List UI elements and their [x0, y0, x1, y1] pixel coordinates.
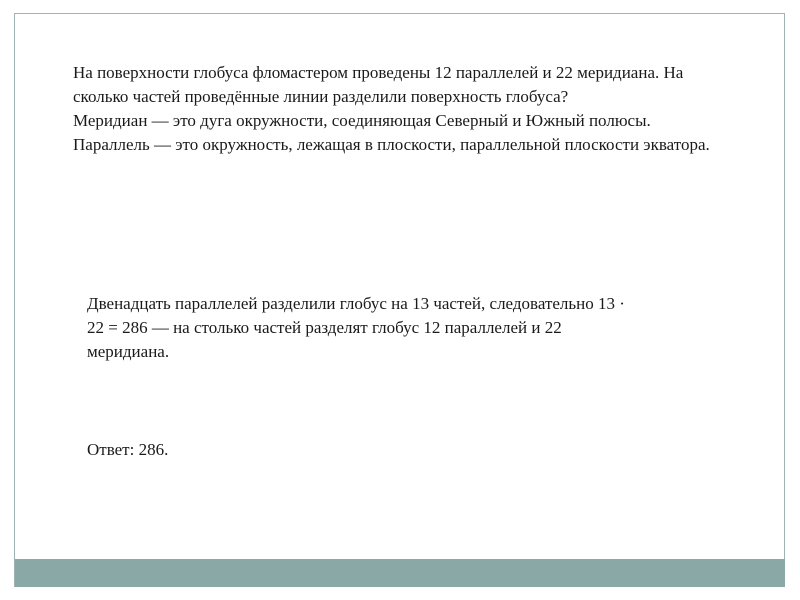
solution-text: Двенадцать параллелей разделили глобус на 13 частей, следовательно 13 · 22 = 286 — на столько частей разделят глобус 12 параллелей и 22 меридиана.	[87, 294, 625, 361]
problem-definitions: Меридиан — это дуга окружности, соединяющая Северный и Южный полюсы. Параллель — это окружность, лежащая в плоскости, параллельной плоскости экватора.	[73, 111, 710, 154]
problem-statement	[73, 61, 723, 157]
footer-bar	[15, 559, 785, 587]
problem-question: На поверхности глобуса фломастером проведены 12 параллелей и 22 меридиана. На сколько частей проведённые линии разделили поверхность глобуса?	[73, 63, 684, 106]
answer-text: Ответ: 286.	[87, 440, 169, 459]
